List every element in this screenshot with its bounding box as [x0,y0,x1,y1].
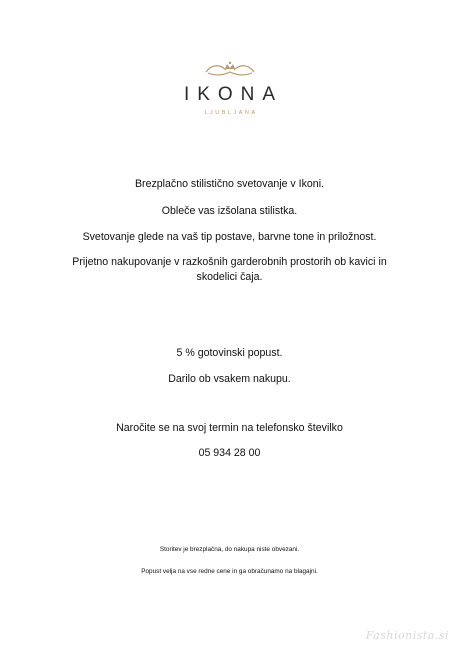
line-stylist: Obleče vas izšolana stilistka. [161,205,298,217]
watermark: Fashionista.si [365,629,449,642]
line-gift: Darilo ob vsakem nakupu. [168,373,291,385]
brand-name: IKONA [183,84,284,105]
line-advice: Svetovanje glede na vaš tip postave, barvne tone in priložnost. [82,231,377,243]
brand-subtitle: LJUBLJANA [204,110,258,116]
line-consulting: Brezplačno stilistično svetovanje v Ikoni. [134,178,324,190]
line-shopping-cont: skodelici čaja. [196,271,263,283]
line-shopping: Prijetno nakupovanje v razkošnih garderobnih prostorih ob kavici in [72,256,387,268]
line-booking: Naročite se na svoj termin na telefonsko številko [116,422,343,434]
crown-ornament-icon [202,60,258,78]
phone-number: 05 934 28 00 [198,447,261,459]
line-discount: 5 % gotovinski popust. [176,347,283,359]
footer-note-free: Storitev je brezplačna, do nakupa niste obvezani. [159,546,300,553]
ikona-logo [0,60,459,116]
footer-note-discount: Popust velja na vse redne cene in ga obračunamo na blagajni. [141,568,318,575]
